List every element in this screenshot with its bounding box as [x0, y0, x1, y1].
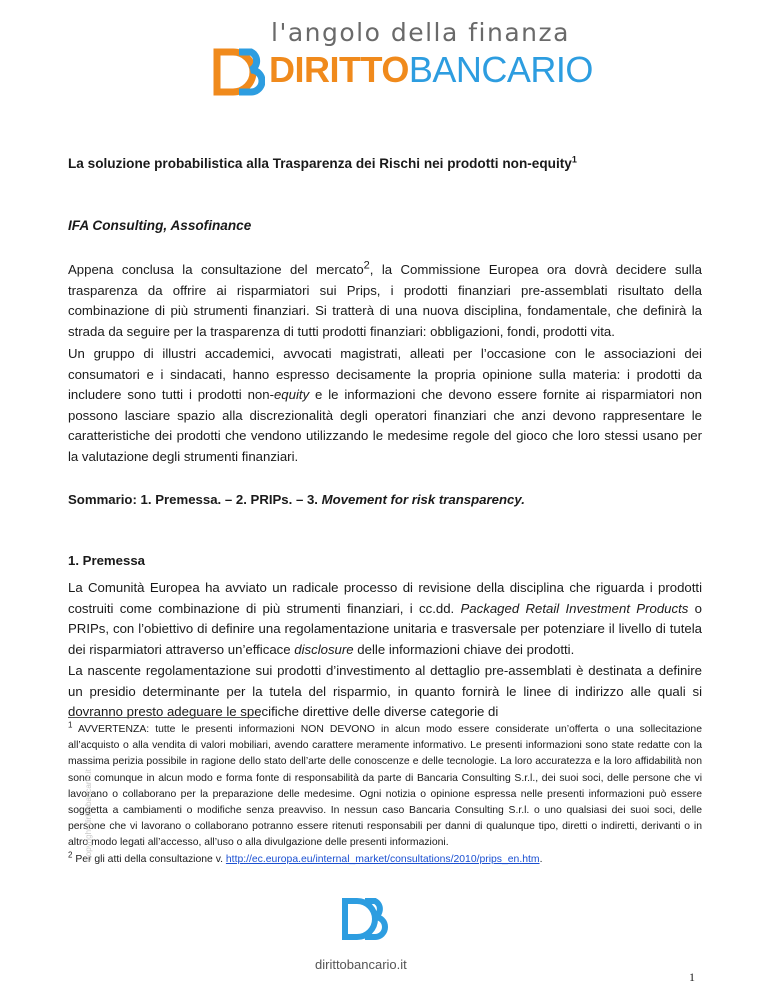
p2-italic: equity — [273, 387, 310, 403]
footnote-2-text: Per gli atti della consultazione v. — [72, 853, 226, 865]
p3-text-c: delle informazioni chiave dei prodotti. — [353, 641, 575, 657]
paragraph-intro — [68, 260, 702, 342]
logo-wordmark — [269, 50, 593, 90]
paragraph-premessa-2: La nascente regolamentazione sui prodotti d’investimento al dettaglio pre-assemblati è destinata a definire un presidio determinante per la tutela del risparmio, in quanto fornirà le linee di indirizzo alle quali si dovranno presto adeguare le specifiche direttive delle diverse categorie di — [68, 663, 702, 720]
consultation-link[interactable]: http://ec.europa.eu/internal_market/consultations/2010/prips_en.htm — [225, 853, 540, 865]
article-authors: IFA Consulting, Assofinance — [68, 218, 252, 233]
p3-italic-1: Packaged Retail Investment Products — [460, 600, 689, 616]
title-footnote-ref[interactable]: 1 — [571, 154, 577, 165]
summary-italic: Movement for risk transparency. — [321, 492, 525, 507]
header-logo — [213, 18, 593, 100]
copyright-notice: Copyright dirittobancario.it — [84, 769, 93, 862]
logo-tagline: l'angolo della finanza — [271, 18, 570, 47]
footnote-1-number: 1 — [68, 720, 73, 730]
paragraph-premessa-1 — [68, 578, 702, 660]
summary — [68, 492, 702, 507]
logo-brand-light: BANCARIO — [408, 49, 593, 90]
p1-text-b: , la Commissione Europea ora dovrà decidere sulla trasparenza da offrire ai risparmiatori sui Prips, i prodotti finanziari pre-assemblati risultato della combinazione di più strumenti finanziari. Si tratterà di una nuova disciplina, fondamentale, che definirà la strada da seguire per la trasparenza di tutti prodotti finanziari: obbligazioni, fondi, prodotti vita. — [68, 262, 702, 339]
summary-text: Sommario: 1. Premessa. – 2. PRIPs. – 3. — [68, 492, 322, 507]
footnote-2-number: 2 — [68, 850, 73, 860]
section-heading-premessa: 1. Premessa — [68, 553, 145, 568]
article-title — [68, 156, 702, 171]
p3-text-a: La Comunità Europea ha avviato un radicale processo di revisione della disciplina che riguarda i prodotti costruiti come combinazione di più strumenti finanziari, i cc.dd. — [68, 580, 702, 616]
footnote-1-text: AVVERTENZA: tutte le presenti informazioni NON DEVONO in alcun modo essere considerate un’offerta o una sollecitazione all’acquisto o alla vendita di valori mobiliari, avendo carattere meramente informativo. Le presenti informazioni sono state redatte con la massima perizia possibile in ragione dello stato dell’arte delle conoscenze e delle tecnologie. La loro accuratezza e la loro affidabilità non sono comunque in alcun modo e forma fonte di responsabilità da parte di Bancaria Consulting S.r.l., dei suoi soci, delle persone che vi lavorano o collaborano per la preparazione delle medesime. Ogni notizia o opinione espressa nelle presenti informazioni può essere soggetta a cambiamenti o modifiche senza preavviso. In nessun caso Bancaria Consulting S.r.l. o uno qualsiasi dei suoi soci, delle persone che vi lavorano o collaborano potranno essere ritenuti responsabili per danni di qualunque tipo, diretti o indiretti, derivanti o in altro modo legati all’accesso, all’uso o alla divulgazione delle presenti informazioni. — [68, 724, 702, 849]
footer-site-name: dirittobancario.it — [315, 957, 407, 972]
logo-brand-bold: DIRITTO — [269, 49, 409, 90]
title-text: La soluzione probabilistica alla Trasparenza dei Rischi nei prodotti non-equity — [68, 156, 572, 171]
footer-db-logo-icon — [341, 897, 427, 941]
db-logo-icon — [213, 48, 265, 96]
page-number: 1 — [689, 970, 695, 984]
footnote-divider — [68, 717, 260, 718]
p2-text-b: e le informazioni che devono essere fornite ai risparmiatori non possono lasciare spazio alla discrezionalità degli operatori finanziari che anzi devono rappresentare le caratteristiche dei prodotti che vendono utilizzando le medesime regole del gioco che loro stessi usano per la valutazione degli strumenti finanziari. — [68, 387, 703, 464]
footnote-1 — [68, 722, 702, 852]
footnote-2 — [68, 852, 702, 868]
p1-text-a: Appena conclusa la consultazione del mercato — [68, 262, 364, 277]
footnote-2-end: . — [539, 853, 543, 865]
footnotes — [68, 722, 702, 868]
p3-italic-2: disclosure — [294, 641, 354, 657]
p2-text-a: Un gruppo di illustri accademici, avvocati magistrati, alleati per l’occasione con le associazioni dei consumatori e i sindacati, hanno espresso decisamente la propria opinione sulla materia: i prodotti da includere sono tutti i prodotti non- — [68, 346, 702, 403]
footnote-ref-2[interactable]: 2 — [363, 259, 370, 272]
p3-text-b: o PRIPs, con l’obiettivo di definire una regolamentazione unitaria e trasversale per potenziare il livello di tutela dei risparmiatori attraverso un’efficace — [68, 600, 703, 657]
paragraph-group — [68, 344, 702, 468]
